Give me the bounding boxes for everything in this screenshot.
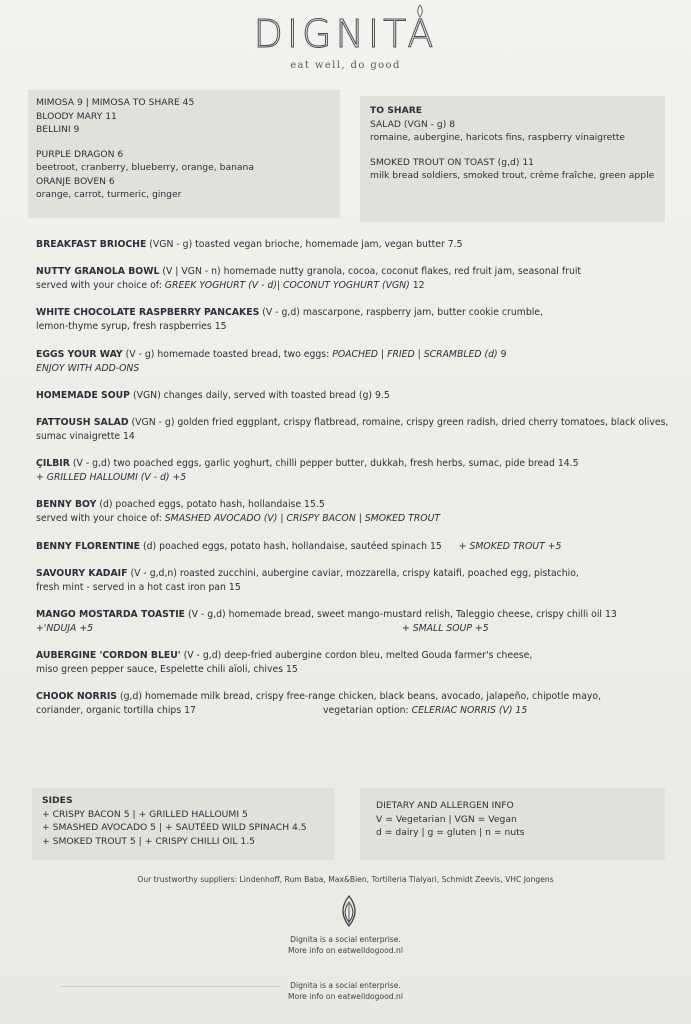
menu-item [36, 389, 676, 403]
menu-item-text: (VGN - g) toasted vegan brioche, homemade jam, vegan butter 7.5 [146, 239, 463, 250]
menu-item-veg-label: vegetarian option: [323, 705, 412, 717]
menu-item-name: BENNY BOY [36, 499, 97, 511]
share-item-title: SMOKED TROUT ON TOAST (g,d) 11 [370, 156, 535, 168]
menu-item-name: MANGO MOSTARDA TOASTIE [36, 608, 186, 620]
menu-item-text: (V | VGN - n) homemade nutty granola, cocoa, coconut flakes, red fruit jam, seasonal fruit [159, 266, 582, 278]
menu-item [36, 416, 676, 444]
menu-item-text: (V - g,d) two poached eggs, garlic yoghurt, chilli pepper butter, dukkah, fresh herbs, sumac, pide bread 14.5 [69, 458, 579, 470]
menu-item-text: (g,d) homemade milk bread, crispy free-range chicken, black beans, avocado, jalapeño, chipotle mayo, [117, 691, 602, 703]
menu-item-text: (VGN - g) golden fried eggplant, crispy flatbread, romaine, crispy green radish, dried cherry tomatoes, black olives, [128, 416, 669, 428]
menu-item-line2: coriander, organic tortilla chips 17 [36, 705, 196, 717]
drink-line: PURPLE DRAGON 6 [36, 148, 124, 160]
brand-header [0, 14, 691, 71]
to-share-box [360, 96, 665, 222]
drink-line: orange, carrot, turmeric, ginger [36, 189, 182, 200]
drink-line: BELLINI 9 [36, 124, 80, 135]
menu-item [36, 690, 676, 718]
menu-item-name: FATTOUSH SALAD [36, 416, 129, 428]
menu-item [36, 306, 676, 334]
sides-box [32, 788, 334, 860]
menu-item-text: (V - g,d) homemade bread, sweet mango-mustard relish, Taleggio cheese, crispy chilli oil 13 [185, 608, 617, 620]
menu-item-options: POACHED | FRIED | SCRAMBLED (d) [332, 348, 498, 360]
footer-line: Dignita is a social enterprise. [290, 935, 401, 944]
drink-line: BLOODY MARY 11 [36, 110, 117, 122]
sides-heading: SIDES [42, 795, 73, 806]
menu-item-options: GREEK YOGHURT (V - d)| COCONUT YOGHURT (VGN) [164, 280, 410, 292]
menu-item-line2: miso green pepper sauce, Espelette chili aïoli, chives 15 [36, 664, 298, 676]
menu-item-name: HOMEMADE SOUP [36, 389, 130, 401]
sides-line: + SMASHED AVOCADO 5 | + SAUTÉED WILD SPINACH 4.5 [42, 822, 307, 833]
menu-item-name: BREAKFAST BRIOCHE [36, 239, 147, 250]
menu-item [36, 457, 676, 485]
menu-item [36, 567, 676, 595]
share-item-desc: romaine, aubergine, haricots fins, raspberry vinaigrette [370, 132, 626, 143]
allergen-heading: DIETARY AND ALLERGEN INFO [376, 800, 514, 811]
menu-item-text: (V - g,d,n) roasted zucchini, aubergine caviar, mozzarella, crispy kataifi, poached egg, pistachio, [127, 567, 579, 579]
menu-item [36, 348, 676, 376]
menu-item-line2: sumac vinaigrette 14 [36, 430, 135, 442]
menu-item-line2: served with your choice of: [36, 513, 165, 525]
drink-line: beetroot, cranberry, blueberry, orange, banana [36, 162, 254, 173]
menu-item-addon: +'NDUJA +5 [36, 622, 94, 634]
menu-item-addon: + SMALL SOUP +5 [402, 622, 489, 634]
menu-item [36, 498, 676, 526]
brand-tagline: eat well, do good [290, 60, 401, 71]
menu-item-text: (d) poached eggs, potato hash, hollandaise 15.5 [96, 499, 325, 511]
footer-repeat [0, 980, 691, 1002]
allergen-box [360, 788, 665, 860]
menu-item-line2: lemon-thyme syrup, fresh raspberries 15 [36, 321, 227, 333]
drinks-box [28, 90, 340, 218]
menu-item-text: (V - g) homemade toasted bread, two eggs: [122, 348, 333, 360]
to-share-heading: TO SHARE [370, 105, 423, 116]
menu-item [36, 265, 676, 293]
menu-item-options: SMASHED AVOCADO (V) | CRISPY BACON | SMOKED TROUT [164, 513, 441, 525]
brand-name: DIGNITA [253, 12, 438, 56]
menu-item [36, 649, 676, 677]
menu-item-name: EGGS YOUR WAY [36, 348, 123, 360]
menu-list [36, 238, 676, 731]
menu-item-line2: fresh mint - served in a hot cast iron pan 15 [36, 581, 241, 593]
sides-line: + CRISPY BACON 5 | + GRILLED HALLOUMI 5 [42, 808, 248, 820]
menu-item-veg-option: CELERIAC NORRIS (V) 15 [411, 705, 528, 717]
footer-line: More info on eatwelldogood.nl [288, 992, 403, 1001]
menu-item-name: NUTTY GRANOLA BOWL [36, 266, 160, 278]
footer-line: More info on eatwelldogood.nl [288, 946, 403, 955]
dignita-flame-icon [336, 894, 362, 928]
menu-item-price: 12 [409, 280, 425, 292]
footer [0, 934, 691, 956]
menu-item-name: AUBERGINE 'CORDON BLEU' [36, 650, 181, 662]
menu-item-name: BENNY FLORENTINE [36, 540, 141, 552]
menu-item-addon: + GRILLED HALLOUMI (V - d) +5 [36, 472, 187, 484]
menu-item-text: (V - g,d) mascarpone, raspberry jam, butter cookie crumble, [259, 307, 543, 319]
drink-line: ORANJE BOVEN 6 [36, 175, 115, 187]
menu-item-price: 9 [497, 348, 507, 360]
menu-item-addon: + SMOKED TROUT +5 [458, 540, 562, 552]
drink-line: MIMOSA 9 | MIMOSA TO SHARE 45 [36, 97, 195, 108]
menu-item-name: SAVOURY KADAIF [36, 567, 128, 579]
share-item-desc: milk bread soldiers, smoked trout, crème fraîche, green apple [370, 170, 655, 181]
menu-item-line2: served with your choice of: [36, 280, 165, 292]
suppliers-text: Our trustworthy suppliers: Lindenhoff, Rum Baba, Max&Bien, Tortilleria Tlalyari, Schmidt Zeevis, VHC Jongens [137, 875, 554, 884]
menu-item [36, 238, 676, 252]
allergen-line: V = Vegetarian | VGN = Vegan [376, 813, 517, 825]
menu-item-text: (VGN) changes daily, served with toasted bread (g) 9.5 [130, 389, 390, 401]
menu-item [36, 540, 676, 554]
flame-icon [415, 4, 425, 18]
menu-item-text: (V - g,d) deep-fried aubergine cordon bleu, melted Gouda farmer's cheese, [180, 650, 533, 662]
allergen-line: d = dairy | g = gluten | n = nuts [376, 827, 525, 838]
share-item-title: SALAD (VGN - g) 8 [370, 118, 456, 130]
sides-line: + SMOKED TROUT 5 | + CRISPY CHILLI OIL 1.5 [42, 835, 256, 847]
footer-line: Dignita is a social enterprise. [290, 981, 401, 990]
menu-item-name: WHITE CHOCOLATE RASPBERRY PANCAKES [36, 307, 260, 319]
menu-item [36, 608, 676, 636]
menu-item-name: ÇILBIR [36, 458, 70, 470]
brand-logo [254, 14, 438, 54]
menu-item-addon: ENJOY WITH ADD-ONS [36, 362, 140, 374]
menu-item-name: CHOOK NORRIS [36, 691, 118, 703]
menu-item-text: (d) poached eggs, potato hash, hollandaise, sautéed spinach 15 [140, 540, 442, 552]
